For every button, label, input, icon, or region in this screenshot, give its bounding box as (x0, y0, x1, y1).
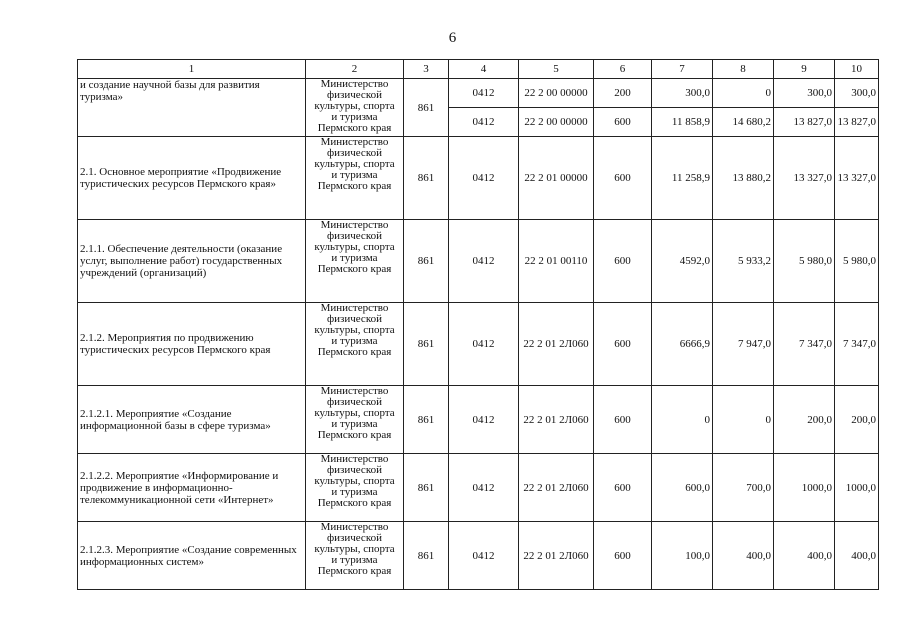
expense-type: 600 (594, 303, 652, 386)
ministry-line: физической (327, 532, 382, 544)
ministry-cell (306, 303, 404, 386)
amount-col-10: 1000,0 (835, 454, 879, 522)
ministry-line: культуры, спорта (314, 158, 395, 170)
amount-col-9: 1000,0 (774, 454, 835, 522)
section-code: 0412 (449, 386, 519, 454)
amount-col-9: 7 347,0 (774, 303, 835, 386)
amount-col-10: 13 327,0 (835, 137, 879, 220)
ministry-line: и туризма (331, 252, 378, 264)
col-header-10: 10 (835, 60, 879, 79)
col-header-5: 5 (519, 60, 594, 79)
col-header-6: 6 (594, 60, 652, 79)
target-article: 22 2 01 2Л060 (519, 386, 594, 454)
amount-col-8: 5 933,2 (713, 220, 774, 303)
amount-col-7: 0 (652, 386, 713, 454)
ministry-line: культуры, спорта (314, 241, 395, 253)
col-header-1: 1 (78, 60, 306, 79)
table-row (78, 79, 879, 108)
amount-col-7: 600,0 (652, 454, 713, 522)
ministry-line: Пермского края (317, 122, 392, 134)
section-code: 0412 (449, 137, 519, 220)
section-code: 0412 (449, 108, 519, 137)
ministry-line: и туризма (331, 335, 378, 347)
ministry-line: физической (327, 89, 382, 101)
ministry-line: Пермского края (317, 180, 392, 192)
amount-col-7: 6666,9 (652, 303, 713, 386)
table-row (78, 522, 879, 590)
section-code: 0412 (449, 220, 519, 303)
ministry-line: Пермского края (317, 497, 392, 509)
ministry-line: Министерство (320, 78, 389, 90)
amount-col-8: 0 (713, 386, 774, 454)
amount-col-7: 300,0 (652, 79, 713, 108)
ministry-cell (306, 454, 404, 522)
ministry-line: и туризма (331, 418, 378, 430)
ministry-line: Министерство (320, 219, 389, 231)
admin-code: 861 (404, 454, 449, 522)
page-number: 6 (448, 30, 457, 46)
amount-col-10: 200,0 (835, 386, 879, 454)
ministry-line: и туризма (331, 169, 378, 181)
row-name: и создание научной базы для развития туризма» (78, 79, 306, 137)
ministry-line: культуры, спорта (314, 475, 395, 487)
amount-col-8: 0 (713, 79, 774, 108)
ministry-cell (306, 386, 404, 454)
amount-col-7: 4592,0 (652, 220, 713, 303)
target-article: 22 2 01 2Л060 (519, 454, 594, 522)
col-header-3: 3 (404, 60, 449, 79)
amount-col-10: 5 980,0 (835, 220, 879, 303)
ministry-line: физической (327, 396, 382, 408)
amount-col-9: 13 327,0 (774, 137, 835, 220)
expense-type: 600 (594, 454, 652, 522)
amount-col-10: 300,0 (835, 79, 879, 108)
section-code: 0412 (449, 79, 519, 108)
row-name: 2.1.1. Обеспечение деятельности (оказание услуг, выполнение работ) государственных учреждений (организаций) (78, 220, 306, 303)
admin-code: 861 (404, 386, 449, 454)
col-header-9: 9 (774, 60, 835, 79)
row-name: 2.1.2.2. Мероприятие «Информирование и продвижение в информационно-телекоммуникационной сети «Интернет» (78, 454, 306, 522)
ministry-line: физической (327, 230, 382, 242)
amount-col-9: 13 827,0 (774, 108, 835, 137)
amount-col-9: 300,0 (774, 79, 835, 108)
amount-col-8: 13 880,2 (713, 137, 774, 220)
row-name: 2.1. Основное мероприятие «Продвижение туристических ресурсов Пермского края» (78, 137, 306, 220)
table-row (78, 220, 879, 303)
target-article: 22 2 01 00000 (519, 137, 594, 220)
col-header-7: 7 (652, 60, 713, 79)
ministry-line: Пермского края (317, 346, 392, 358)
amount-col-7: 11 858,9 (652, 108, 713, 137)
admin-code: 861 (404, 220, 449, 303)
col-header-4: 4 (449, 60, 519, 79)
amount-col-7: 11 258,9 (652, 137, 713, 220)
target-article: 22 2 00 00000 (519, 79, 594, 108)
ministry-line: Министерство (320, 453, 389, 465)
ministry-line: культуры, спорта (314, 100, 395, 112)
ministry-line: физической (327, 313, 382, 325)
expense-type: 600 (594, 220, 652, 303)
ministry-line: и туризма (331, 486, 378, 498)
amount-col-9: 5 980,0 (774, 220, 835, 303)
header-row (78, 60, 879, 79)
amount-col-8: 400,0 (713, 522, 774, 590)
ministry-line: Пермского края (317, 565, 392, 577)
amount-col-9: 400,0 (774, 522, 835, 590)
target-article: 22 2 01 2Л060 (519, 303, 594, 386)
ministry-line: и туризма (331, 554, 378, 566)
target-article: 22 2 01 2Л060 (519, 522, 594, 590)
table-row (78, 137, 879, 220)
col-header-2: 2 (306, 60, 404, 79)
ministry-line: и туризма (331, 111, 378, 123)
ministry-cell (306, 137, 404, 220)
row-name: 2.1.2. Мероприятия по продвижению туристических ресурсов Пермского края (78, 303, 306, 386)
expense-type: 600 (594, 386, 652, 454)
amount-col-10: 400,0 (835, 522, 879, 590)
admin-code: 861 (404, 79, 449, 137)
admin-code: 861 (404, 137, 449, 220)
target-article: 22 2 00 00000 (519, 108, 594, 137)
ministry-line: культуры, спорта (314, 324, 395, 336)
ministry-line: культуры, спорта (314, 543, 395, 555)
expense-type: 600 (594, 137, 652, 220)
amount-col-7: 100,0 (652, 522, 713, 590)
ministry-cell (306, 522, 404, 590)
admin-code: 861 (404, 522, 449, 590)
ministry-line: Министерство (320, 302, 389, 314)
row-name: 2.1.2.3. Мероприятие «Создание современных информационных систем» (78, 522, 306, 590)
target-article: 22 2 01 00110 (519, 220, 594, 303)
ministry-line: физической (327, 147, 382, 159)
expense-type: 600 (594, 108, 652, 137)
amount-col-8: 700,0 (713, 454, 774, 522)
ministry-line: Министерство (320, 136, 389, 148)
table-row (78, 386, 879, 454)
section-code: 0412 (449, 522, 519, 590)
amount-col-8: 14 680,2 (713, 108, 774, 137)
amount-col-10: 7 347,0 (835, 303, 879, 386)
expense-type: 600 (594, 522, 652, 590)
col-header-8: 8 (713, 60, 774, 79)
table-row (78, 454, 879, 522)
ministry-line: Пермского края (317, 263, 392, 275)
ministry-line: Пермского края (317, 429, 392, 441)
table-row (78, 303, 879, 386)
ministry-line: Министерство (320, 385, 389, 397)
row-name: 2.1.2.1. Мероприятие «Создание информационной базы в сфере туризма» (78, 386, 306, 454)
ministry-cell (306, 220, 404, 303)
amount-col-10: 13 827,0 (835, 108, 879, 137)
budget-table (77, 59, 879, 590)
expense-type: 200 (594, 79, 652, 108)
amount-col-8: 7 947,0 (713, 303, 774, 386)
section-code: 0412 (449, 454, 519, 522)
ministry-line: Министерство (320, 521, 389, 533)
ministry-line: физической (327, 464, 382, 476)
ministry-line: культуры, спорта (314, 407, 395, 419)
admin-code: 861 (404, 303, 449, 386)
ministry-cell (306, 79, 404, 137)
amount-col-9: 200,0 (774, 386, 835, 454)
section-code: 0412 (449, 303, 519, 386)
